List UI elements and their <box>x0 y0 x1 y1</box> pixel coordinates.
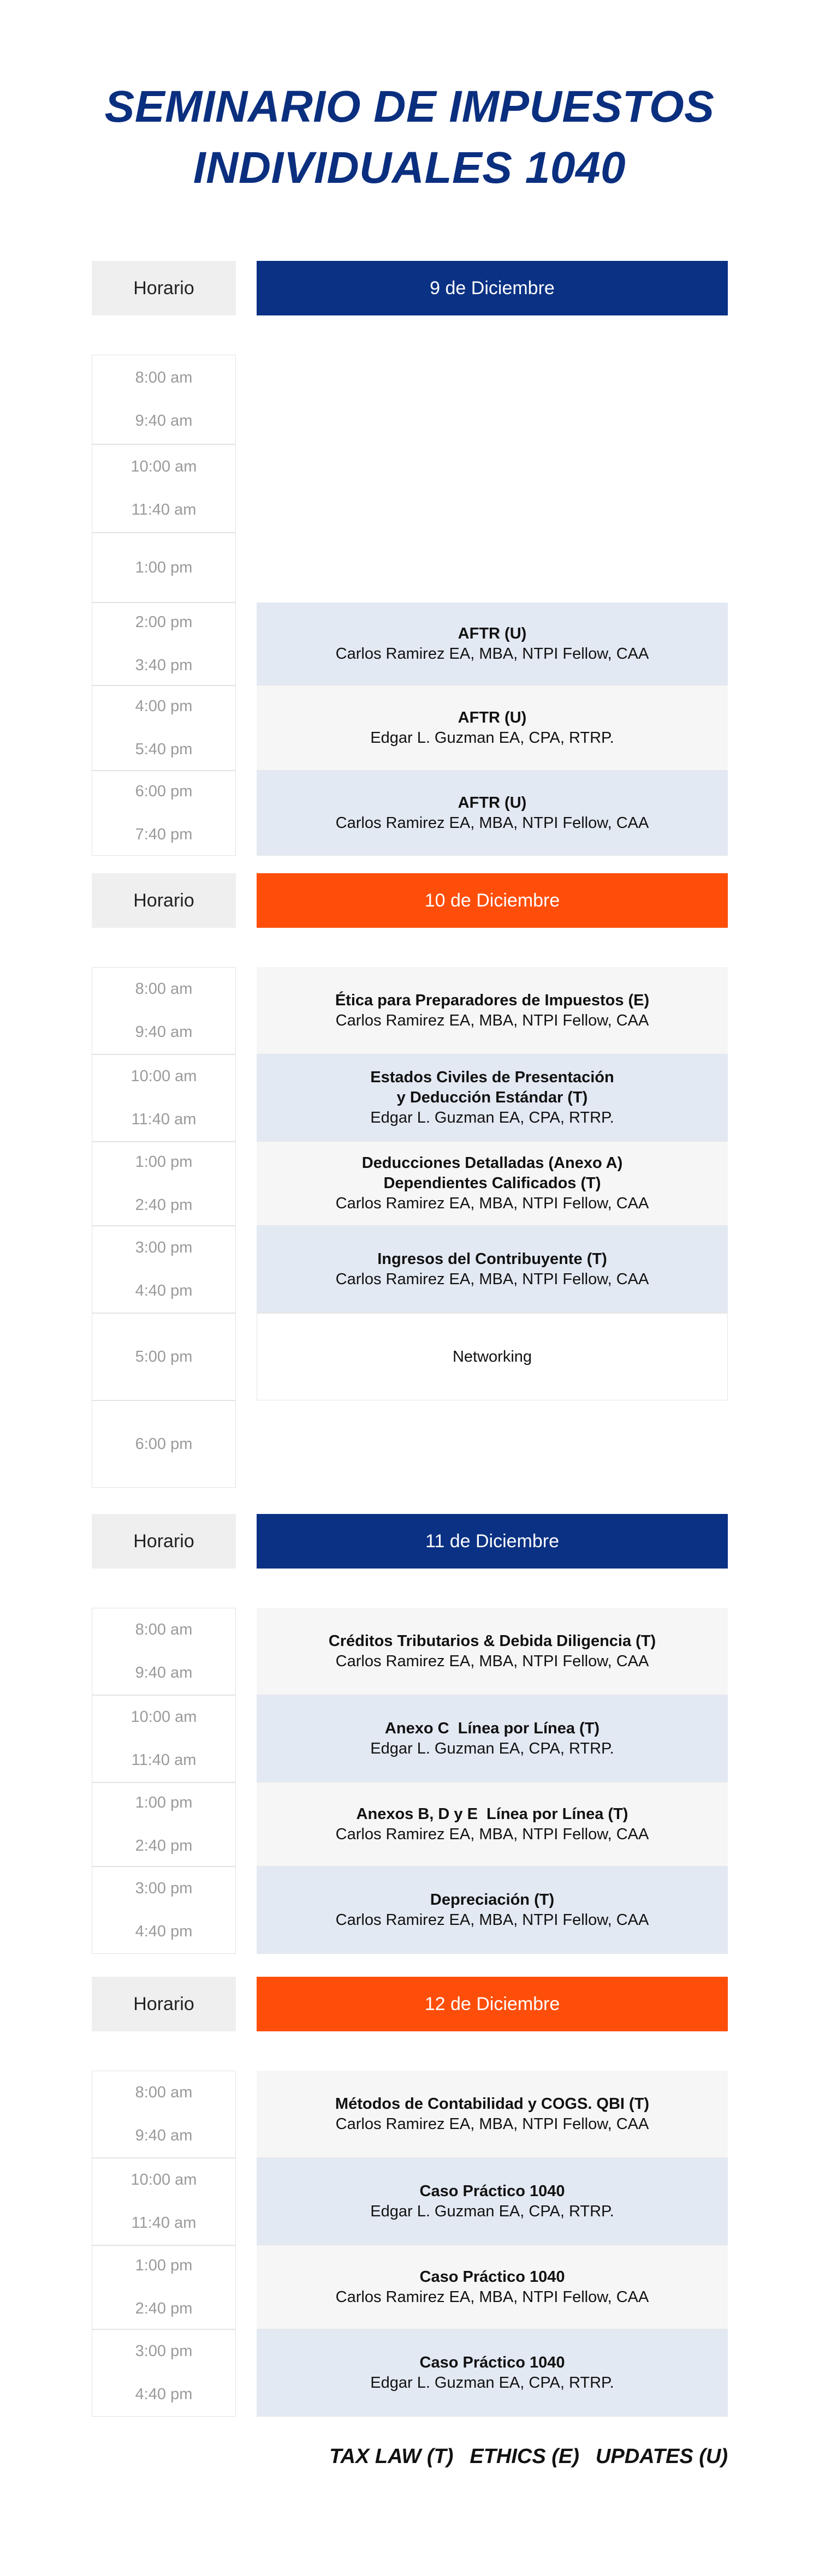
slot-start: 3:00 pm <box>135 2342 193 2360</box>
slot-start: 4:00 pm <box>135 697 193 715</box>
session-title: Caso Práctico 1040 <box>419 2353 565 2371</box>
session-title: Ingresos del Contribuyente (T) <box>377 1250 607 1268</box>
day-header-1 <box>92 261 728 315</box>
time-slot <box>92 2071 236 2158</box>
horario-label: Horario <box>92 261 236 315</box>
session-title: AFTR (U) <box>458 708 527 726</box>
session-card <box>257 2158 728 2245</box>
title-line-2: INDIVIDUALES 1040 <box>193 143 626 193</box>
session-title: Ética para Preparadores de Impuestos (E) <box>335 991 650 1009</box>
slot-start: 8:00 am <box>135 2084 193 2101</box>
session-speaker: Carlos Ramirez EA, MBA, NTPI Fellow, CAA <box>335 1270 649 1288</box>
slot-start: 8:00 am <box>135 1621 193 1638</box>
slot-end: 11:40 am <box>131 1751 197 1769</box>
slot-start: 1:00 pm <box>135 558 193 576</box>
time-slot <box>92 1142 236 1226</box>
session-card <box>257 1142 728 1226</box>
session-title: AFTR (U) <box>458 794 527 812</box>
time-slot <box>92 2158 236 2245</box>
page-title <box>0 76 819 199</box>
session-speaker: Carlos Ramirez EA, MBA, NTPI Fellow, CAA <box>335 1652 649 1670</box>
slot-end: 7:40 pm <box>135 826 193 843</box>
slot-start: 3:00 pm <box>135 1880 193 1897</box>
session-card <box>257 1226 728 1313</box>
time-slot <box>92 603 236 685</box>
session-title: Caso Práctico 1040 <box>419 2182 565 2200</box>
session-card <box>257 1054 728 1142</box>
session-speaker: Carlos Ramirez EA, MBA, NTPI Fellow, CAA <box>335 1825 649 1843</box>
session-title-line-2: y Deducción Estándar (T) <box>396 1089 588 1106</box>
slot-end: 11:40 am <box>131 2214 197 2232</box>
session-speaker: Edgar L. Guzman EA, CPA, RTRP. <box>370 1739 614 1757</box>
session-card <box>257 1695 728 1782</box>
session-title: AFTR (U) <box>458 624 527 642</box>
slot-start: 6:00 pm <box>135 1435 193 1453</box>
session-card <box>257 1782 728 1867</box>
day-header-4 <box>92 1977 728 2031</box>
session-speaker: Edgar L. Guzman EA, CPA, RTRP. <box>370 1109 614 1126</box>
time-slot <box>92 2245 236 2329</box>
slot-end: 2:40 pm <box>135 1837 193 1855</box>
session-title: Anexo C Línea por Línea (T) <box>384 1719 600 1737</box>
legend-updates: UPDATES (U) <box>595 2445 728 2468</box>
session-speaker: Carlos Ramirez EA, MBA, NTPI Fellow, CAA <box>335 1911 649 1929</box>
session-title: Deducciones Detalladas (Anexo A) <box>361 1154 623 1172</box>
slot-start: 10:00 am <box>130 1068 197 1085</box>
slot-end: 9:40 am <box>135 2127 193 2144</box>
session-card <box>257 685 728 771</box>
slot-start: 6:00 pm <box>135 783 193 800</box>
networking-card <box>257 1313 728 1400</box>
slot-end: 2:40 pm <box>135 1196 193 1214</box>
slot-end: 5:40 pm <box>135 741 193 758</box>
time-slot <box>92 1400 236 1488</box>
time-slot <box>92 771 236 856</box>
day-header-3 <box>92 1514 728 1569</box>
networking-label: Networking <box>452 1347 532 1365</box>
session-card <box>257 2071 728 2158</box>
session-speaker: Carlos Ramirez EA, MBA, NTPI Fellow, CAA <box>335 814 649 832</box>
session-speaker: Edgar L. Guzman EA, CPA, RTRP. <box>370 729 614 747</box>
slot-start: 3:00 pm <box>135 1239 193 1256</box>
slot-end: 11:40 am <box>131 1111 197 1128</box>
time-slot <box>92 1226 236 1313</box>
slot-end: 11:40 am <box>131 501 197 518</box>
time-slot <box>92 1867 236 1954</box>
slot-end: 9:40 am <box>135 1023 193 1041</box>
time-slot <box>92 967 236 1054</box>
slot-end: 4:40 pm <box>135 1282 193 1299</box>
day-date: 12 de Diciembre <box>257 1977 728 2031</box>
day-date: 10 de Diciembre <box>257 873 728 928</box>
session-card <box>257 1867 728 1954</box>
session-title: Caso Práctico 1040 <box>419 2268 565 2286</box>
slot-start: 2:00 pm <box>135 613 193 631</box>
session-speaker: Carlos Ramirez EA, MBA, NTPI Fellow, CAA <box>335 645 649 663</box>
time-slot <box>92 685 236 771</box>
session-speaker: Carlos Ramirez EA, MBA, NTPI Fellow, CAA <box>335 1011 649 1029</box>
session-title: Anexos B, D y E Línea por Línea (T) <box>356 1805 628 1823</box>
slot-start: 10:00 am <box>130 458 197 475</box>
slot-start: 8:00 am <box>135 980 193 998</box>
slot-start: 10:00 am <box>130 1708 197 1726</box>
slot-start: 1:00 pm <box>135 2257 193 2274</box>
legend-ethics: ETHICS (E) <box>470 2445 579 2468</box>
session-speaker: Edgar L. Guzman EA, CPA, RTRP. <box>370 2374 614 2392</box>
session-card <box>257 771 728 856</box>
slot-start: 5:00 pm <box>135 1347 193 1365</box>
time-slot <box>92 444 236 533</box>
session-card <box>257 2329 728 2417</box>
session-title: Estados Civiles de Presentación <box>370 1069 614 1086</box>
session-title: Créditos Tributarios & Debida Diligencia (T) <box>328 1632 656 1650</box>
day-date: 9 de Diciembre <box>257 261 728 315</box>
time-slot <box>92 1608 236 1695</box>
slot-end: 4:40 pm <box>135 2386 193 2403</box>
session-card <box>257 1608 728 1695</box>
session-speaker: Carlos Ramirez EA, MBA, NTPI Fellow, CAA <box>335 2288 649 2306</box>
time-slot <box>92 533 236 603</box>
time-slot <box>92 1695 236 1782</box>
session-card <box>257 603 728 685</box>
time-slot <box>92 355 236 444</box>
slot-end: 4:40 pm <box>135 1923 193 1940</box>
session-speaker: Carlos Ramirez EA, MBA, NTPI Fellow, CAA <box>335 1195 649 1212</box>
slot-start: 1:00 pm <box>135 1153 193 1171</box>
slot-end: 3:40 pm <box>135 657 193 674</box>
legend-tax-law: TAX LAW (T) <box>329 2445 454 2468</box>
session-card <box>257 967 728 1054</box>
session-title: Depreciación (T) <box>430 1891 555 1909</box>
day-header-2 <box>92 873 728 928</box>
session-speaker: Edgar L. Guzman EA, CPA, RTRP. <box>370 2202 614 2220</box>
horario-label: Horario <box>92 1977 236 2031</box>
horario-label: Horario <box>92 873 236 928</box>
time-slot <box>92 1313 236 1400</box>
session-title-line-2: Dependientes Calificados (T) <box>383 1174 601 1192</box>
legend <box>329 2445 728 2468</box>
time-slot <box>92 1782 236 1867</box>
time-slot <box>92 2329 236 2417</box>
title-line-1: SEMINARIO DE IMPUESTOS <box>104 82 715 132</box>
slot-start: 10:00 am <box>130 2171 197 2189</box>
slot-end: 9:40 am <box>135 412 193 430</box>
day-date: 11 de Diciembre <box>257 1514 728 1569</box>
session-card <box>257 2245 728 2329</box>
time-slot <box>92 1054 236 1142</box>
slot-start: 8:00 am <box>135 369 193 386</box>
slot-end: 9:40 am <box>135 1664 193 1681</box>
slot-end: 2:40 pm <box>135 2300 193 2317</box>
session-speaker: Carlos Ramirez EA, MBA, NTPI Fellow, CAA <box>335 2115 649 2133</box>
slot-start: 1:00 pm <box>135 1794 193 1811</box>
session-title: Métodos de Contabilidad y COGS. QBI (T) <box>335 2095 650 2113</box>
horario-label: Horario <box>92 1514 236 1569</box>
